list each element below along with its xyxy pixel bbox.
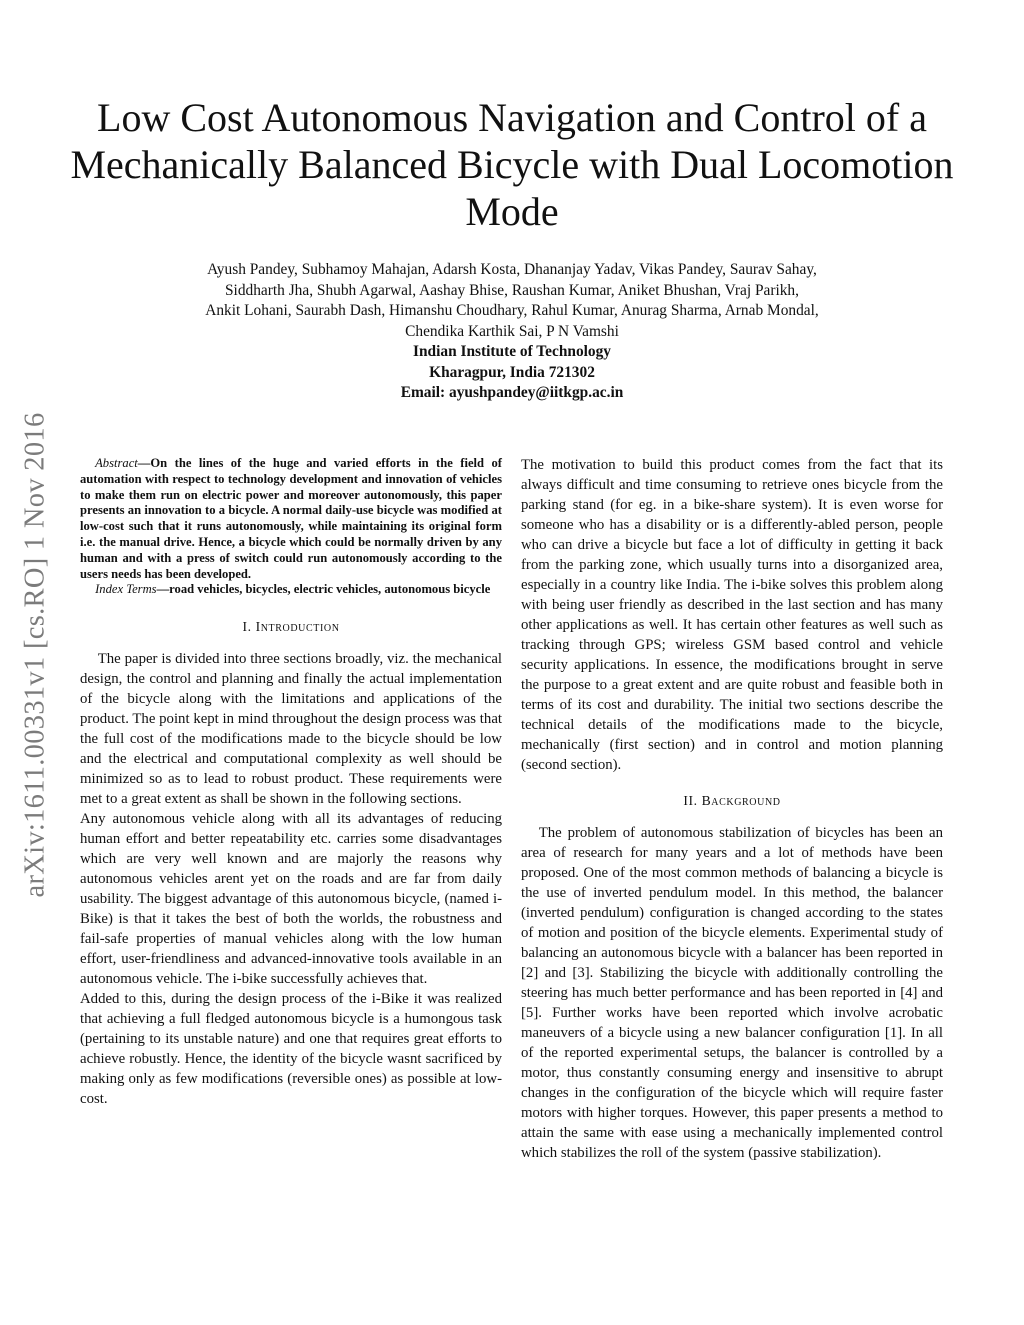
left-column <box>80 456 502 1109</box>
right-column <box>521 455 943 1163</box>
paragraph: Any autonomous vehicle along with all its advantages of reducing human effort and better repeatability etc. carries some disadvantages which are very well known and are majorly the reasons why autonomous vehicles arent yet on the roads and are far from daily usability. The biggest advantage of this autonomous bicycle, (named i-Bike) is that it takes the best of both the worlds, the robustness and fail-safe properties of manual vehicles along with the low human effort, user-friendliness and advanced-innovative tools available in an autonomous vehicle. The i-bike successfully achieves that. <box>80 811 502 988</box>
author-block <box>100 260 924 404</box>
section-heading-background <box>521 791 943 811</box>
abstract <box>80 456 502 582</box>
index-terms <box>80 582 502 598</box>
paragraph: The problem of autonomous stabilization of bicycles has been an area of research for many years and a lot of methods have been proposed. One of the most common methods of balancing a bicycle is the use of inverted pendulum model. In this method, the balancer (inverted pendulum) configuration is changed according to the states of motion and position of the bicycle elements. Experimental study of balancing an autonomous bicycle with a balancer has been reported in [2] and [3]. Stabilizing the bicycle with additionally controlling the steering has much better performance and has been reported in [4] and [5]. Further works have been reported which involve acrobatic maneuvers of a bicycle using a new balancer configuration [1]. In all of the reported experimental setups, the balancer is controlled by a motor, thus constantly consuming energy and insensitive to abrupt changes in the configuration of the bicycle which will require faster motors with higher torques. However, this paper presents a method to attain the same with ease using a mechanically implemented control which stabilizes the roll of the system (passive stabilization). <box>521 825 943 1161</box>
paper-title: Low Cost Autonomous Navigation and Control of a Mechanically Balanced Bicycle with Dual Locomotion Mode <box>70 95 954 234</box>
arxiv-stamp <box>10 355 60 955</box>
author-line: Chendika Karthik Sai, P N Vamshi <box>405 322 619 340</box>
section-title: Introduction <box>255 619 340 635</box>
author-line: Ankit Lohani, Saurabh Dash, Himanshu Choudhary, Rahul Kumar, Anurag Sharma, Arnab Mondal, <box>205 302 819 319</box>
abstract-text: —On the lines of the huge and varied efforts in the field of automation with respect to technology development and innovation of vehicles to make them run on electric power and moreover autonomously, this paper presents an innovation to a bicycle. A normal daily-use bicycle was modified at low-cost such that it runs autonomously, while maintaining its original form i.e. the manual drive. Hence, a bicycle which could be normally driven by any human and with a press of switch could run autonomously according to the users needs has been developed. <box>80 456 502 581</box>
paragraph: Added to this, during the design process of the i-Bike it was realized that achieving a full fledged autonomous bicycle is a humongous task (pertaining to its unstable nature) and one that requires great efforts to achieve robustly. Hence, the identity of the bicycle wasnt sacrificed by making only as few modifications (reversible ones) as possible at low-cost. <box>80 991 502 1108</box>
section-heading-introduction <box>80 617 502 637</box>
section-number: I. <box>242 619 252 635</box>
institution: Indian Institute of Technology <box>413 343 611 360</box>
paragraph: The motivation to build this product comes from the fact that its always difficult and time consuming to retrieve ones bicycle from the parking stand (for eg. in a bike-share system). It is even worse for someone who has a disability or is a differently-abled person, people who can drive a bicycle but face a lot of difficulty in getting it back from the parking zone, which usually turns into a disorganized area, especially in a country like India. The i-bike solves this problem along with being user friendly as described in the last section and has many other applications as well. It has certain other features as well such as tracking through GPS; wireless GSM based control and vehicle security applications. In essence, the modifications brought in serve the purpose to a great extent and are quite robust and feasible both in terms of its cost and durability. The initial two sections describe the technical details of the modifications made to the bicycle, mechanically (first section) and in control and motion planning (second section). <box>521 457 943 773</box>
section-number: II. <box>683 793 698 808</box>
paragraph: The paper is divided into three sections broadly, viz. the mechanical design, the control and planning and finally the actual implementation of the bicycle along with the limitations and applications of the product. The point kept in mind throughout the design process was that the full cost of the modifications made to the bicycle should be low and the electrical and computational complexity as well should be minimized so as to lead to robust product. These requirements were met to a great extent as shall be shown in the following sections. <box>80 651 502 808</box>
email: Email: ayushpandey@iitkgp.ac.in <box>400 384 624 401</box>
address: Kharagpur, India 721302 <box>429 363 595 381</box>
abstract-label: Abstract <box>95 456 138 470</box>
section-title: Background <box>701 793 781 808</box>
author-line: Ayush Pandey, Subhamoy Mahajan, Adarsh Kosta, Dhananjay Yadav, Vikas Pandey, Saurav Sahay, <box>207 261 817 278</box>
index-terms-label: Index Terms <box>95 582 157 597</box>
index-terms-text: —road vehicles, bicycles, electric vehicles, autonomous bicycle <box>156 582 491 597</box>
arxiv-stamp-text: arXiv:1611.00331v1 [cs.RO] 1 Nov 2016 <box>19 412 50 898</box>
author-line: Siddharth Jha, Shubh Agarwal, Aashay Bhise, Raushan Kumar, Aniket Bhushan, Vraj Parikh, <box>225 281 799 299</box>
